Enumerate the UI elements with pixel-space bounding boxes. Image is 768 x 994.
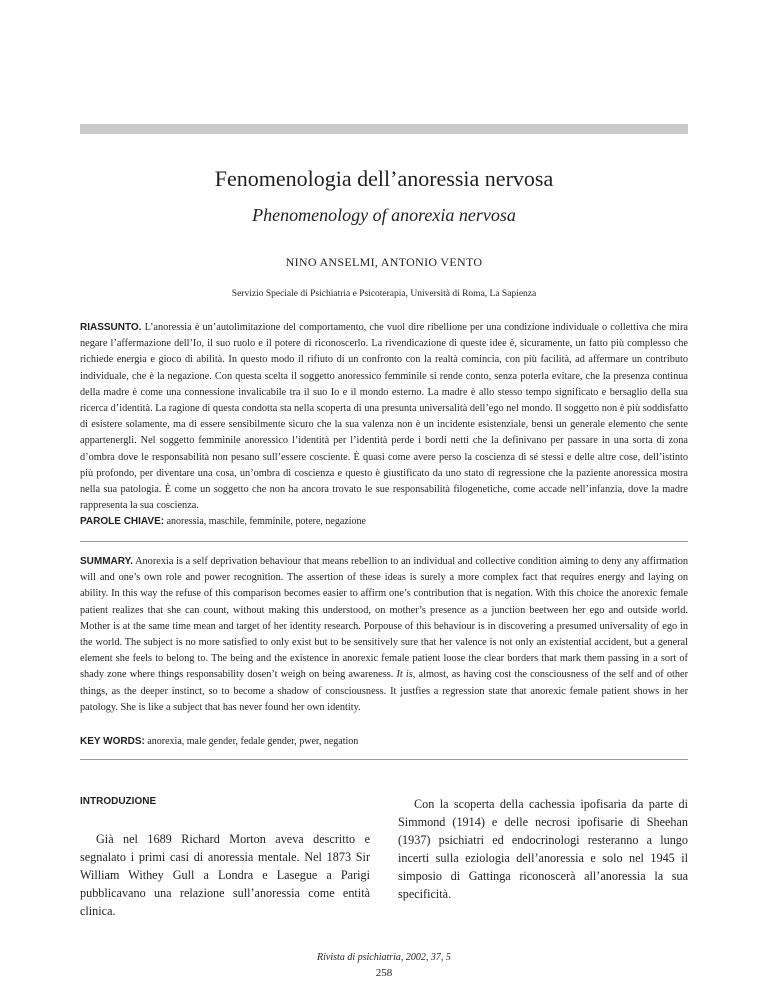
keywords-italian xyxy=(80,516,688,527)
section-heading-introduzione: INTRODUZIONE xyxy=(80,796,157,807)
affiliation: Servizio Speciale di Psichiatria e Psicoterapia, Università di Roma, La Sapienza xyxy=(231,289,537,299)
page-number: 258 xyxy=(375,967,393,979)
journal-citation: Rivista di psichiatria, 2002, 37, 5 xyxy=(317,952,451,963)
abstract-english xyxy=(80,554,688,716)
abstract-english-label: SUMMARY. xyxy=(80,556,133,567)
abstract-english-text-end: , almost, as having cost the consciousness of the self and of other things, as the deeper instinct, so to become a shadow of consciousness. It justfies a regression state that anorexic female patient shows in her patology. She is like a subject that has never found her own identity. xyxy=(80,669,689,713)
keywords-italian-text: anoressia, maschile, femminile, potere, negazione xyxy=(166,516,366,527)
section-divider xyxy=(80,759,688,760)
abstract-italian-text: L’anoressia è un’autolimitazione del comportamento, che vuol dire ribellione per una condizione individuale o collettiva che mira negare l’affermazione dell’Io, il suo ruolo e il potere di riconoscerlo. La rivendicazione di queste idee è, sicuramente, un fatto più complesso che richiede energia e gioco di abilità. In questo modo il rifiuto di un confronto con la realtà comincia, con più facilità, ad affermare un contributo individuale, che è la negazione. Con questa scelta il soggetto anoressico femminile si rende conto, senza poterla evitare, che la presenza continua della madre è come una connessione invalicabile tra il suo Io e il mondo esterno. La madre è allo stesso tempo significato e bersaglio della sua ricerca d’identità. La ragione di questa condotta sta nella scoperta di una presunta universalità dell’ego nel mondo. Il soggetto non è più soddisfatto di esistere solamente, ma di essere sensibilmente sicuro che la sua valenza non è un incidente esistenziale, bensì un generale elemento che sente appartenergli. Nel soggetto femminile anoressico l’identità per l’identità perde i bordi netti che la definivano per passare in una sorta di zona d’ombra dove le responsabilità non pesano sull’essere cosciente. È quasi come avere perso la coscienza di sé stessi e delle altre cose, dell’istinto più profondo, per diventare una cosa, un’ombra di coscienza e questo è giustificato da uno stato di regressione che la paziente anoressica mostra nella sua patologia. È come un soggetto che non ha ancora trovato le sue responsabilità filogenetiche, come accade nell’infanzia, dove la madre rappresenta la sua coscienza. xyxy=(80,322,688,512)
abstract-italian xyxy=(80,320,688,514)
body-paragraph-left: Già nel 1689 Richard Morton aveva descritto e segnalato i primi casi di anoressia mentale. Nel 1873 Sir William Withey Gull a Londra e Lasegue a Parigi pubblicavano una relazione sull’anoressia come entità clinica. xyxy=(80,832,370,918)
article-subtitle: Phenomenology of anorexia nervosa xyxy=(252,205,516,225)
keywords-english-label: KEY WORDS: xyxy=(80,736,145,747)
authors: NINO ANSELMI, ANTONIO VENTO xyxy=(285,255,483,269)
article-title: Fenomenologia dell’anoressia nervosa xyxy=(214,166,554,191)
keywords-english-text: anorexia, male gender, fedale gender, pwer, negation xyxy=(147,736,359,747)
abstract-english-italic: It is xyxy=(396,669,413,681)
section-divider xyxy=(80,541,688,542)
keywords-english xyxy=(80,736,688,747)
body-paragraph-right: Con la scoperta della cachessia ipofisaria da parte di Simmond (1914) e delle necrosi ipofisarie di Sheehan (1937) psichiatri ed endocrinologi resteranno a lungo incerti sulla eziologia dell’anoressia e solo nel 1945 il simposio di Gattinga riconoscerà all’anoressia la sua specificità. xyxy=(398,797,688,901)
abstract-italian-label: RIASSUNTO. xyxy=(80,322,142,333)
header-rule-bar xyxy=(80,124,688,134)
keywords-italian-label: PAROLE CHIAVE: xyxy=(80,516,165,527)
abstract-english-text: Anorexia is a self deprivation behaviour that means rebellion to an individual and collective condition aiming to deny any affirmation will and one’s own role and power recognition. The assertion of these ideas is surely a more complex fact that requires energy and laying on ability. In this way the refuse of this comparison becomes easier to affirm one’s contribution that is negation. With this choice the anorexic female patient realizes that she can count, without making this understood, on mother’s presence as a junction beetween her ego and outside world. Mother is at the same time mean and target of her identity research. Porpouse of this behaviour is in discovering a presumed universality of ego in the world. The subject is no more satisfied to only exist but to be sensitively sure that her valence is not only an existential accident, but a general element she feels to belong to. The being and the existence in anorexic female patient loose the clear borders that mark them passing in a sort of shady zone where things responsability dosen’t weigh on being awareness. xyxy=(80,556,688,681)
